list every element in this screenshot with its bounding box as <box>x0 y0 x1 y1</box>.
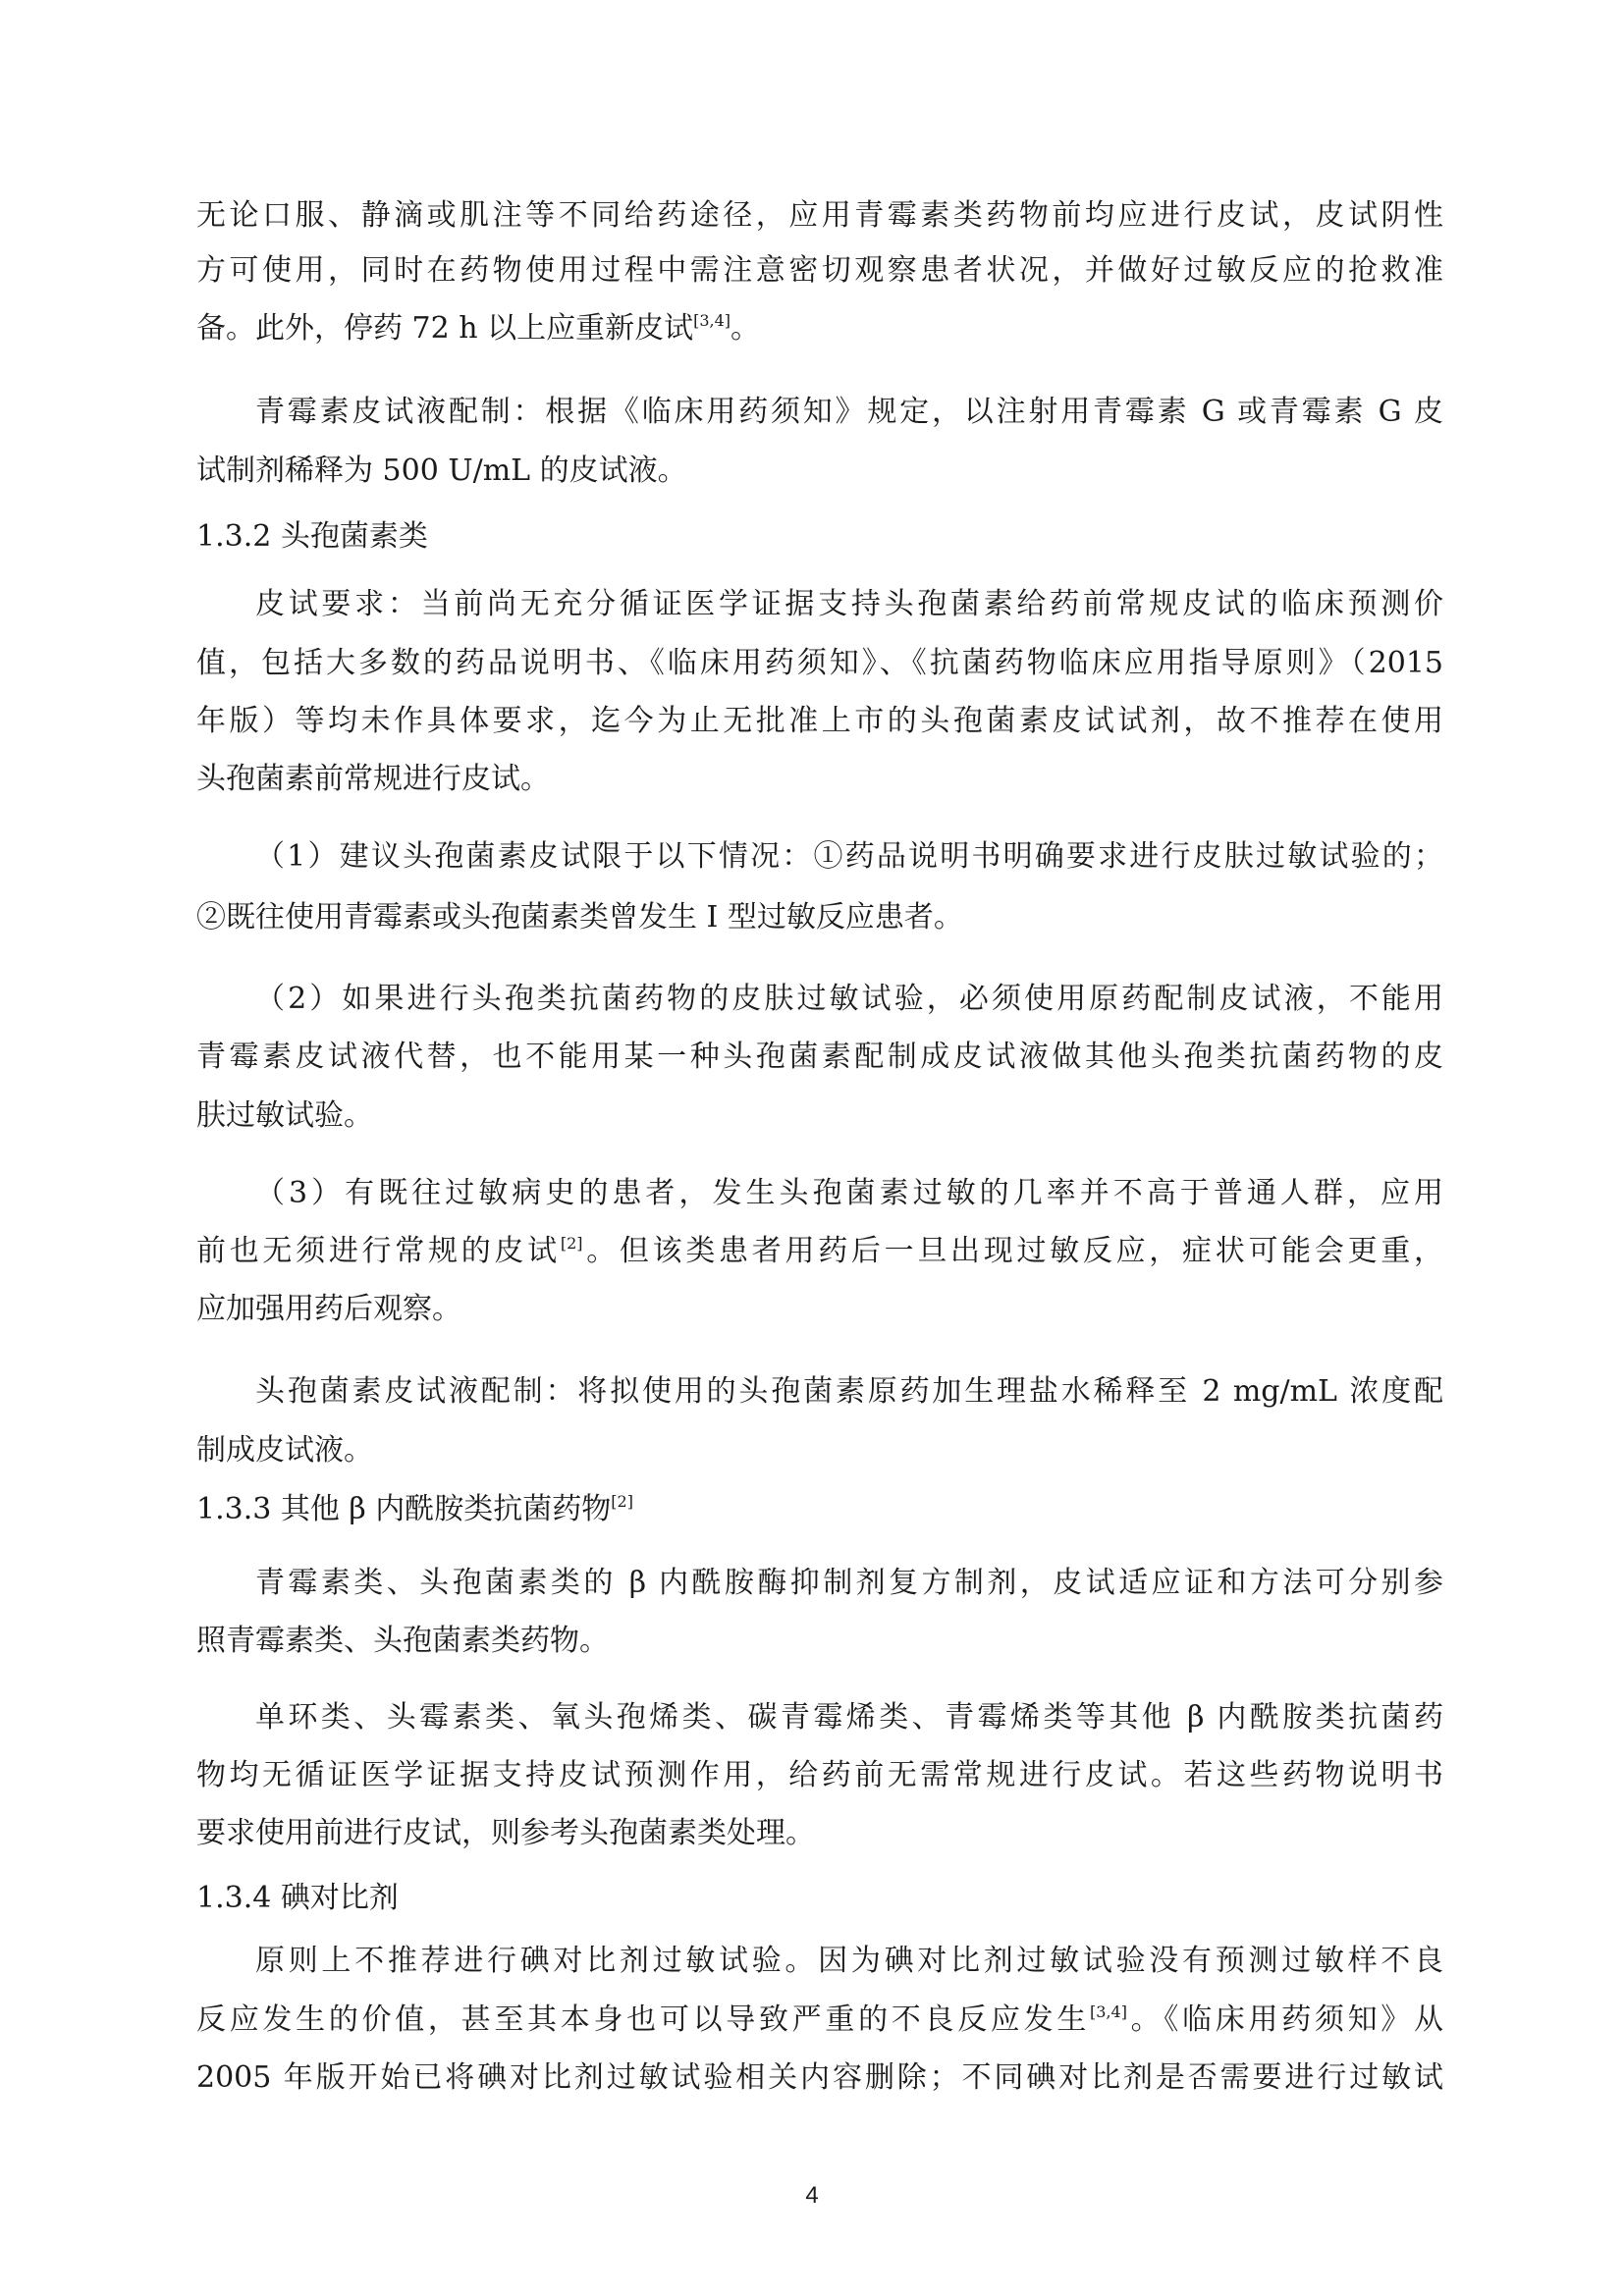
text-line: （2）如果进行头孢类抗菌药物的皮肤过敏试验，必须使用原药配制皮试液，不能用 <box>255 982 1443 1016</box>
section-heading: 1.3.3 其他 β 内酰胺类抗菌药物[2] <box>196 1492 633 1526</box>
text-line: 皮试要求：当前尚无充分循证医学证据支持头孢菌素给药前常规皮试的临床预测价 <box>255 587 1443 621</box>
section-heading: 1.3.2 头孢菌素类 <box>196 519 428 554</box>
text-line: 应加强用药后观察。 <box>196 1292 461 1326</box>
section-heading: 1.3.4 碘对比剂 <box>196 1881 399 1915</box>
text-line: （1）建议头孢菌素皮试限于以下情况：①药品说明书明确要求进行皮肤过敏试验的； <box>255 839 1443 874</box>
text-line: 青霉素类、头孢菌素类的 β 内酰胺酶抑制剂复方制剂，皮试适应证和方法可分别参 <box>255 1566 1443 1600</box>
citation: [3,4] <box>693 311 731 330</box>
text-line: 制成皮试液。 <box>196 1433 373 1468</box>
text-line: 单环类、头霉素类、氧头孢烯类、碳青霉烯类、青霉烯类等其他 β 内酰胺类抗菌药 <box>255 1700 1443 1735</box>
text-line: 青霉素皮试液配制：根据《临床用药须知》规定，以注射用青霉素 G 或青霉素 G 皮 <box>255 395 1443 429</box>
text-line: 无论口服、静滴或肌注等不同给药途径，应用青霉素类药物前均应进行皮试，皮试阴性 <box>196 198 1443 233</box>
text-line: 物均无循证医学证据支持皮试预测作用，给药前无需常规进行皮试。若这些药物说明书 <box>196 1758 1443 1792</box>
text-line: 原则上不推荐进行碘对比剂过敏试验。因为碘对比剂过敏试验没有预测过敏样不良 <box>255 1944 1443 1978</box>
text-line: 肤过敏试验。 <box>196 1098 373 1133</box>
text-line: 青霉素皮试液代替，也不能用某一种头孢菌素配制成皮试液做其他头孢类抗菌药物的皮 <box>196 1040 1443 1074</box>
citation: [2] <box>611 1492 633 1511</box>
text-line: 照青霉素类、头孢菌素类药物。 <box>196 1624 609 1658</box>
text-line: 年版）等均未作具体要求，迄今为止无批准上市的头孢菌素皮试试剂，故不推荐在使用 <box>196 704 1443 738</box>
text-line: 试制剂稀释为 500 U/mL 的皮试液。 <box>196 454 687 488</box>
text-line: 头孢菌素前常规进行皮试。 <box>196 762 550 796</box>
citation: [2] <box>560 1234 583 1253</box>
text-line: 要求使用前进行皮试，则参考头孢菌素类处理。 <box>196 1816 815 1850</box>
text-line: 2005 年版开始已将碘对比剂过敏试验相关内容删除；不同碘对比剂是否需要进行过敏试 <box>196 2060 1443 2095</box>
text-line: 值，包括大多数的药品说明书、《临床用药须知》、《抗菌药物临床应用指导原则》（2015 <box>196 646 1443 680</box>
text-line: 前也无须进行常规的皮试[2]。但该类患者用药后一旦出现过敏反应，症状可能会更重， <box>196 1234 1444 1268</box>
text-line: 方可使用，同时在药物使用过程中需注意密切观察患者状况，并做好过敏反应的抢救准 <box>196 253 1443 288</box>
citation: [3,4] <box>1090 2002 1127 2021</box>
text-line: 反应发生的价值，甚至其本身也可以导致严重的不良反应发生[3,4]。《临床用药须知》从 <box>196 2002 1444 2037</box>
text-line: （3）有既往过敏病史的患者，发生头孢菌素过敏的几率并不高于普通人群，应用 <box>255 1176 1443 1210</box>
text-line: 头孢菌素皮试液配制：将拟使用的头孢菌素原药加生理盐水稀释至 2 mg/mL 浓度配 <box>255 1374 1443 1409</box>
text-line: 备。此外，停药 72 h 以上应重新皮试[3,4]。 <box>196 311 761 346</box>
page-number: 4 <box>805 2182 819 2209</box>
text-line: ②既往使用青霉素或头孢菌素类曾发生 I 型过敏反应患者。 <box>196 900 963 934</box>
